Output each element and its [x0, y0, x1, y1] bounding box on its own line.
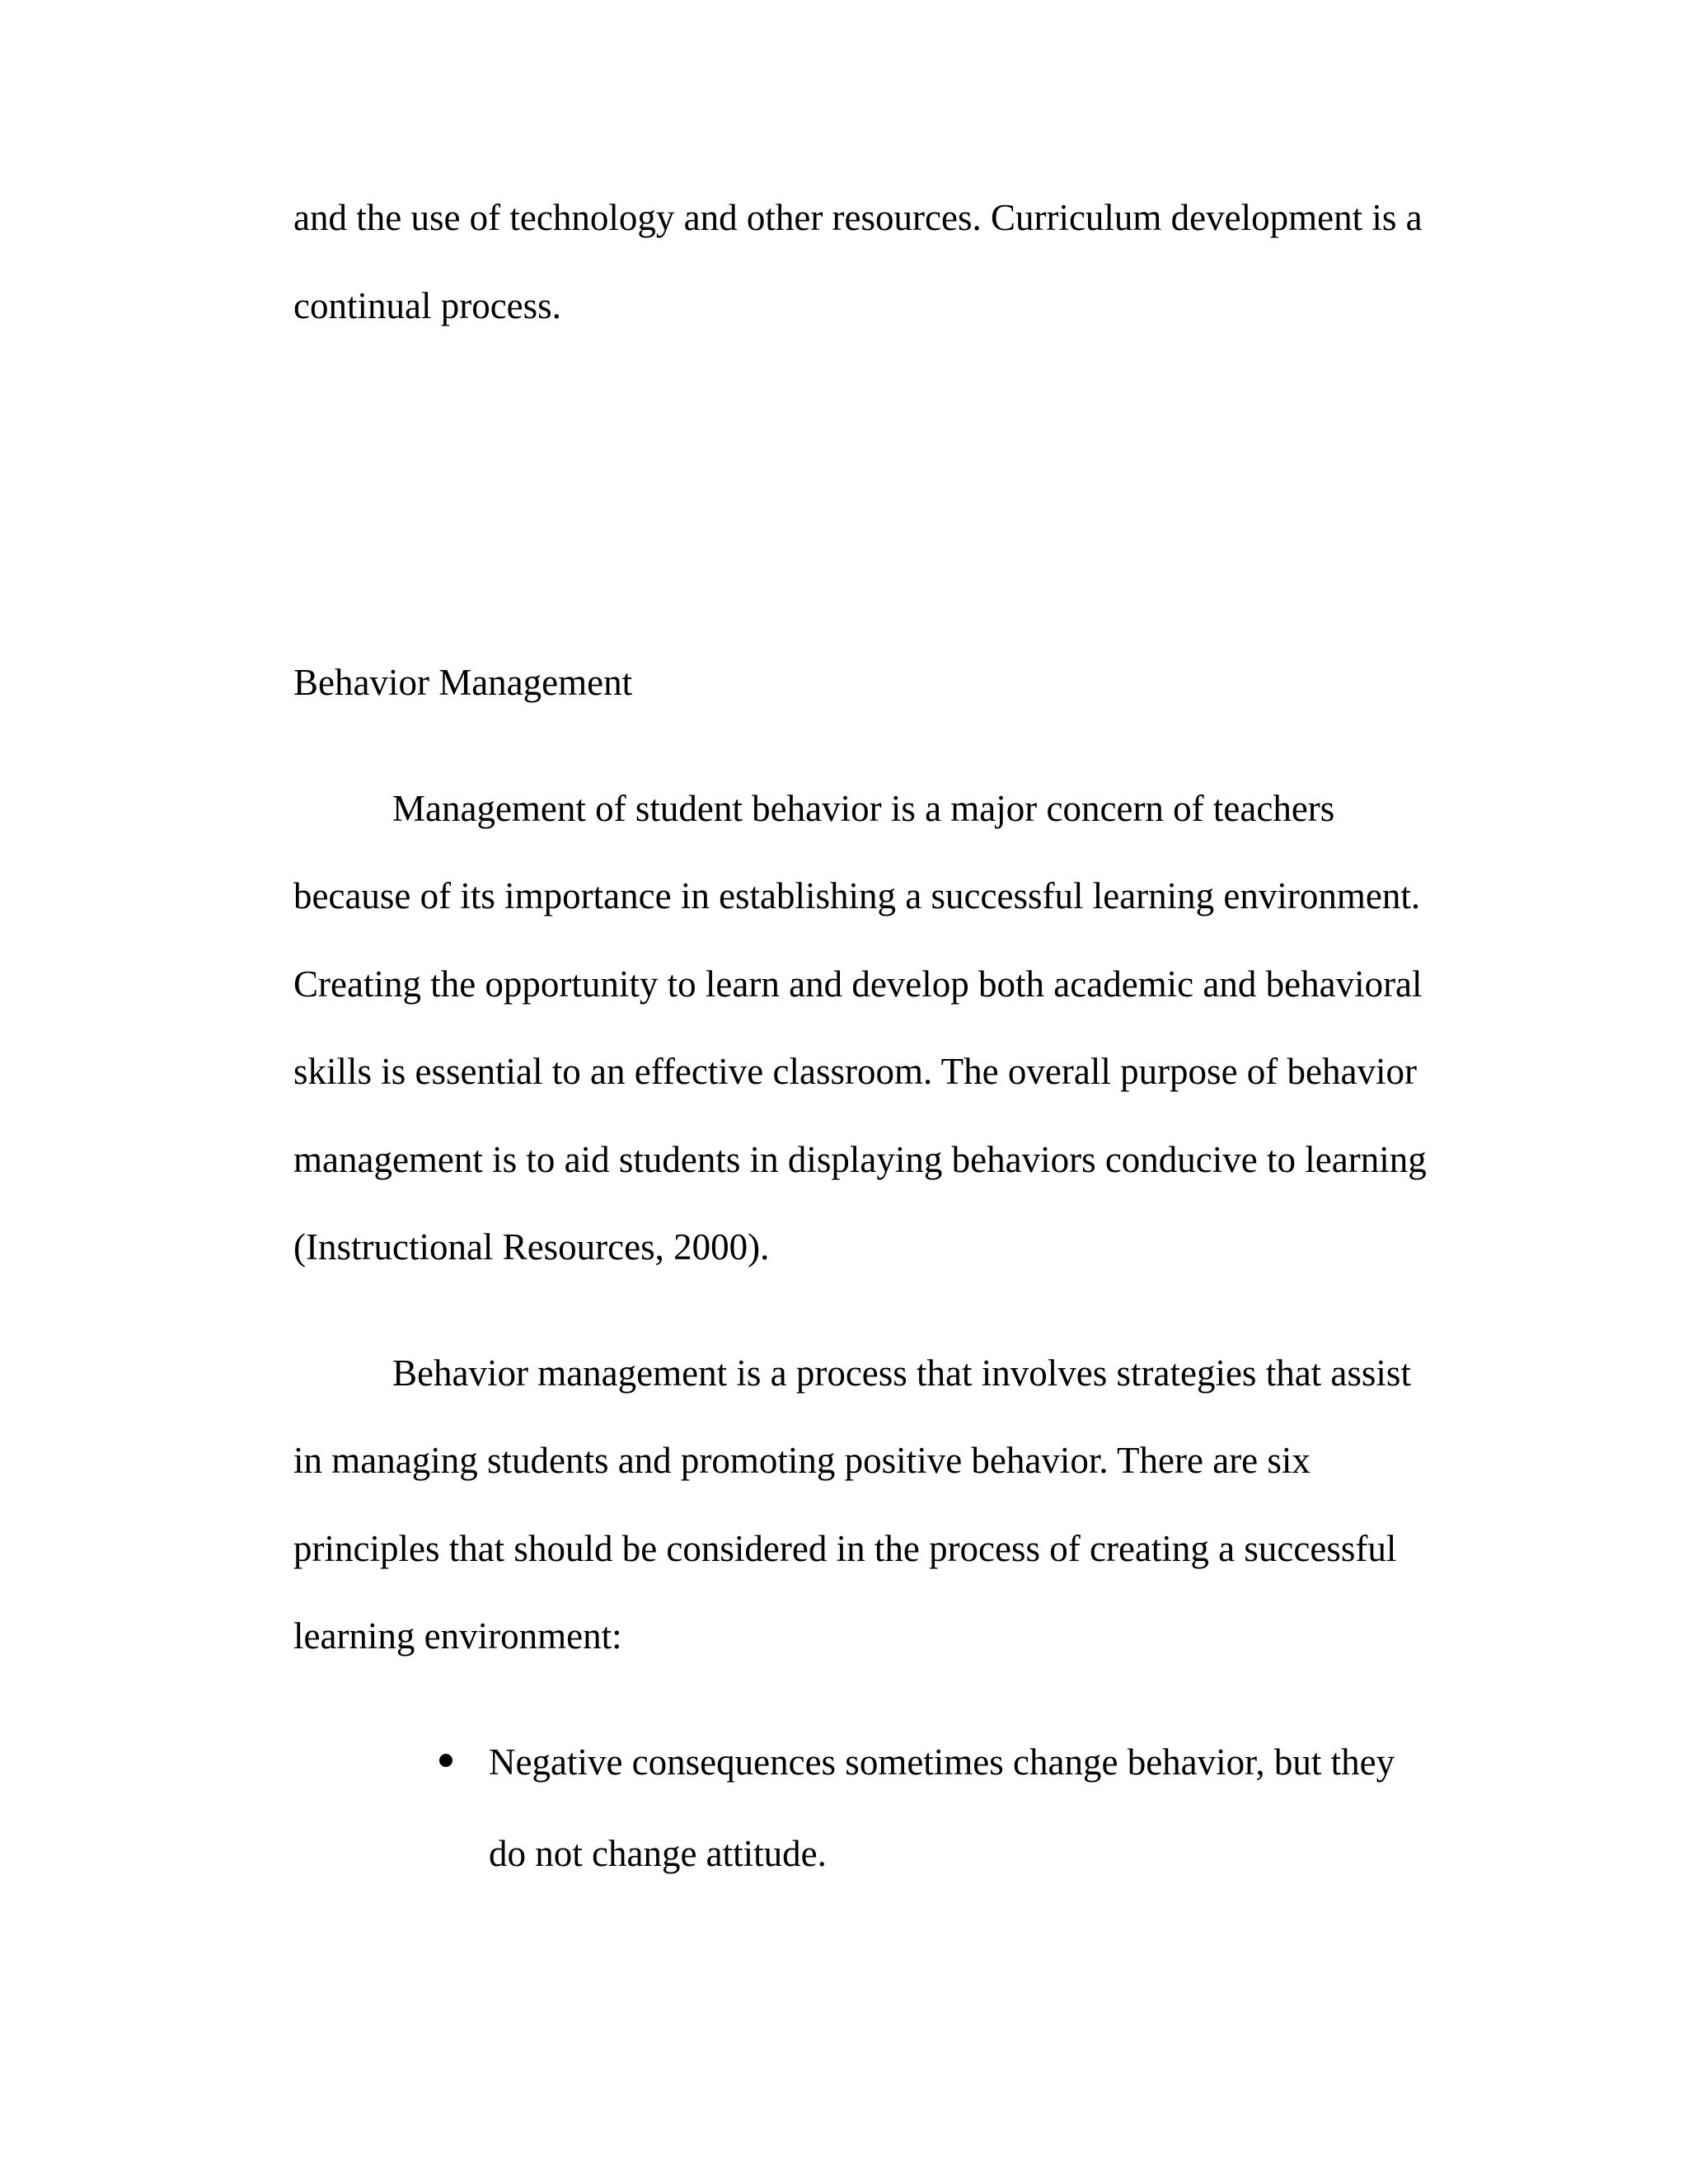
paragraph-1-line-3: Creating the opportunity to learn and develop both academic and behavioral — [293, 963, 1423, 1005]
paragraph-2-line-2: in managing students and promoting positive behavior. There are six — [293, 1440, 1311, 1481]
intro-line-2: continual process. — [293, 285, 561, 326]
paragraph-2-line-4: learning environment: — [293, 1615, 622, 1657]
paragraph-1-line-1: Management of student behavior is a major concern of teachers — [392, 788, 1335, 829]
paragraph-1-line-6: (Instructional Resources, 2000). — [293, 1226, 770, 1268]
paragraph-2-line-1: Behavior management is a process that involves strategies that assist — [392, 1352, 1411, 1394]
paragraph-1-line-5: management is to aid students in displaying behaviors conducive to learning — [293, 1139, 1427, 1180]
bullet-item-line-2: do not change attitude. — [489, 1833, 827, 1874]
intro-line-1: and the use of technology and other resources. Curriculum development is a — [293, 197, 1423, 238]
bullet-item-line-1: Negative consequences sometimes change behavior, but they — [489, 1741, 1395, 1783]
paragraph-1-line-4: skills is essential to an effective classroom. The overall purpose of behavior — [293, 1051, 1417, 1092]
section-heading: Behavior Management — [293, 662, 633, 703]
paragraph-2-line-3: principles that should be considered in the process of creating a successful — [293, 1528, 1397, 1569]
paragraph-1-line-2: because of its importance in establishing a successful learning environment. — [293, 875, 1421, 916]
bullet-icon — [439, 1754, 452, 1767]
